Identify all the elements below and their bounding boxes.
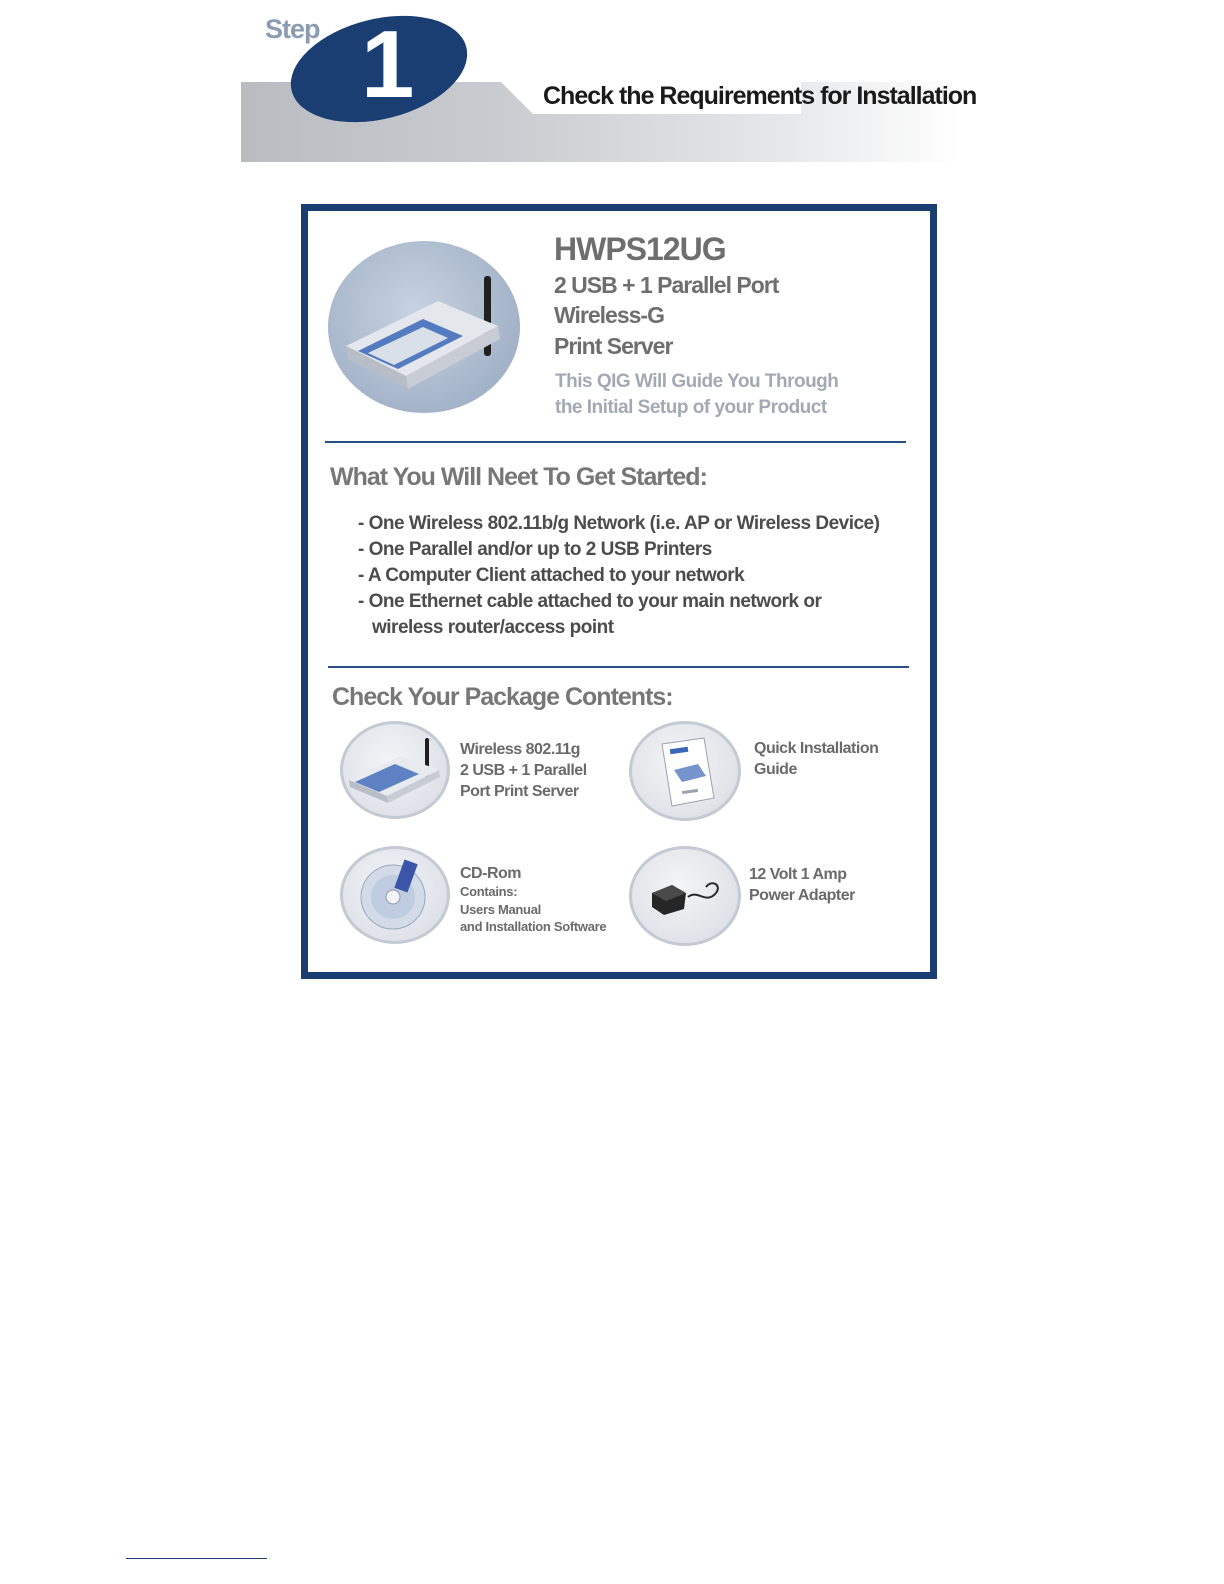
print-server-line-3: Port Print Server [460, 783, 579, 800]
cd-line-2: Contains: [460, 884, 518, 899]
guide-booklet-icon [632, 724, 738, 818]
divider-middle [328, 666, 909, 668]
adapter-line-1: 12 Volt 1 Amp [749, 866, 847, 883]
guide-line-2: the Initial Setup of your Product [555, 397, 827, 418]
cd-line-3: Users Manual [460, 902, 541, 917]
cd-line-4: and Installation Software [460, 919, 607, 934]
package-qig-image [629, 721, 741, 821]
divider-top [325, 441, 906, 443]
power-adapter-icon [632, 849, 738, 943]
product-line-2: Wireless-G [554, 302, 664, 328]
print-server-line-2: 2 USB + 1 Parallel [460, 762, 587, 779]
qig-box [301, 204, 937, 979]
product-line-1: 2 USB + 1 Parallel Port [554, 272, 779, 298]
requirement-item: - A Computer Client attached to your network [358, 565, 745, 586]
product-model: HWPS12UG [554, 231, 726, 267]
cd-line-1: CD-Rom [460, 865, 521, 882]
print-server-device-icon [343, 724, 447, 816]
requirement-item: - One Ethernet cable attached to your main network or [358, 591, 822, 612]
product-image [328, 241, 520, 413]
qig-line-2: Guide [754, 761, 797, 778]
adapter-line-2: Power Adapter [749, 887, 855, 904]
step-number: 1 [361, 11, 415, 118]
footnote-rule [126, 1558, 267, 1559]
step-header [241, 0, 977, 165]
step-word: Step [265, 14, 320, 44]
requirement-item: - One Parallel and/or up to 2 USB Printers [358, 539, 712, 560]
package-cd-image [340, 846, 450, 944]
qig-line-1: Quick Installation [754, 740, 879, 757]
requirement-item: - One Wireless 802.11b/g Network (i.e. AP or Wireless Device) [358, 513, 880, 534]
print-server-line-1: Wireless 802.11g [460, 741, 580, 758]
guide-line-1: This QIG Will Guide You Through [555, 371, 839, 392]
package-adapter-image [629, 846, 741, 946]
requirement-item: wireless router/access point [372, 617, 614, 638]
requirements-heading: What You Will Neet To Get Started: [330, 463, 707, 491]
package-print-server-image [340, 721, 450, 819]
product-line-3: Print Server [554, 333, 673, 359]
print-server-device-icon [328, 241, 520, 413]
cd-rom-icon [343, 849, 447, 941]
package-heading: Check Your Package Contents: [332, 683, 673, 711]
step-title: Check the Requirements for Installation [543, 82, 977, 110]
